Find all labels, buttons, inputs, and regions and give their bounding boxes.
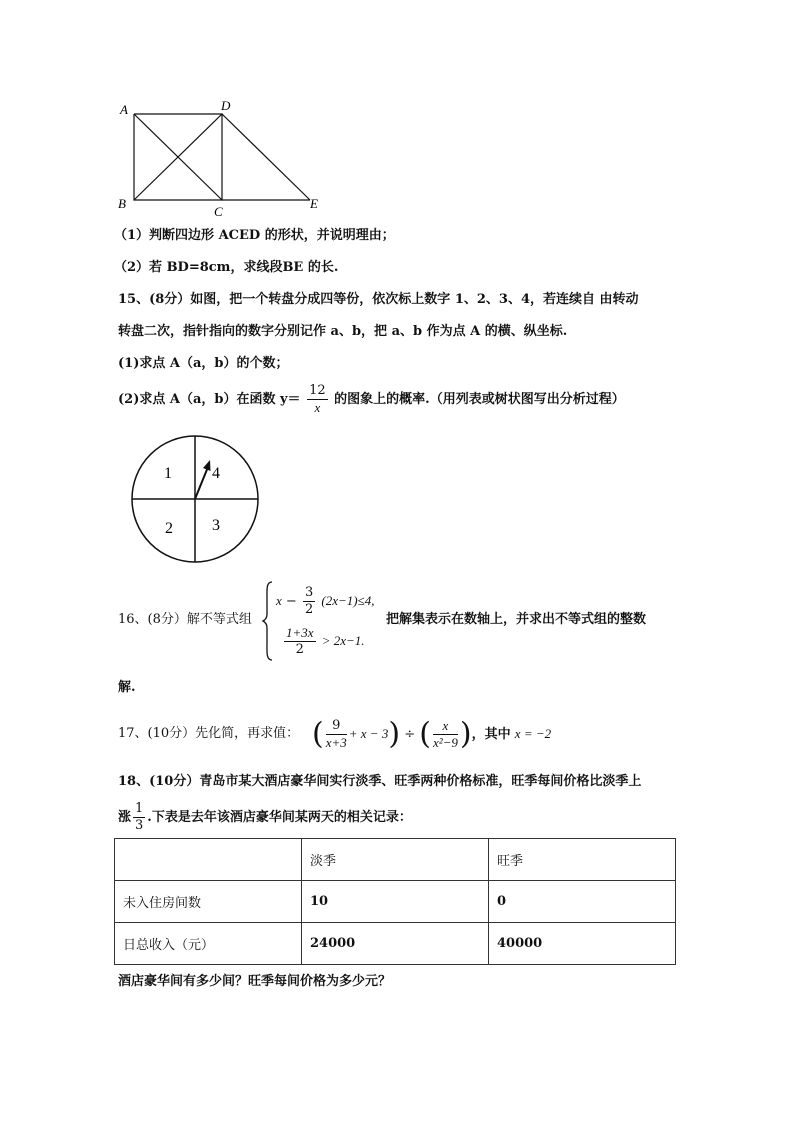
q16-ineq1-den: 2 xyxy=(304,602,314,617)
table-cell: 40000 xyxy=(489,923,676,965)
table-cell: 24000 xyxy=(302,923,489,965)
label-e: E xyxy=(310,196,318,211)
q15-frac-num: 12 xyxy=(309,383,326,398)
q16-ineq2-tail: > 2x−1. xyxy=(321,633,365,648)
q17-expression xyxy=(312,712,551,757)
q18-line2-suffix: .下表是去年该酒店豪华间某两天的相关记录： xyxy=(147,810,412,825)
arrow-head-icon xyxy=(203,460,211,471)
q14-part2: （2）若 BD=8cm，求线段BE 的长. xyxy=(114,260,339,275)
q15-fraction xyxy=(307,383,328,416)
right-paren-2: ) xyxy=(459,716,472,752)
table-cell: 日总收入（元） xyxy=(115,923,302,965)
q18-rise: 涨 xyxy=(118,810,132,825)
q16-ineq1-tail: (2x−1)≤4, xyxy=(321,593,375,608)
q17-suffix: ，其中 xyxy=(471,727,511,742)
q16-inequality-1 xyxy=(276,582,374,621)
record-table xyxy=(114,838,676,965)
spinner-sector-2: 2 xyxy=(165,520,173,537)
q15-part2-prefix: (2)求点 A（a，b）在函数 y＝ xyxy=(118,392,301,407)
q17-f1-den: x+3 xyxy=(325,735,347,750)
q16-ineq2-num: 1+3x xyxy=(286,625,314,640)
q15-part1: (1)求点 A（a，b）的个数； xyxy=(118,356,289,371)
table-row xyxy=(115,923,676,965)
q17-mid: + x − 3 xyxy=(348,726,389,741)
brace-icon xyxy=(262,580,274,662)
spinner-sector-3: 3 xyxy=(212,517,220,534)
label-a: A xyxy=(120,102,128,117)
q16-ineq1-minus: − xyxy=(285,594,297,609)
table-header-cell: 旺季 xyxy=(489,839,676,881)
q16-prefix: 16、(8分）解不等式组 xyxy=(118,612,252,627)
q15-line1: 15、(8分）如图，把一个转盘分成四等份，依次标上数字 1、2、3、4，若连续自 由转动 xyxy=(118,292,639,307)
q18-frac-den: 3 xyxy=(135,818,144,833)
q18-line2 xyxy=(118,798,412,838)
q18-line1: 18、(10分）青岛市某大酒店豪华间实行淡季、旺季两种价格标准，旺季每间价格比淡季上 xyxy=(118,774,642,789)
table-header-row xyxy=(115,839,676,881)
spinner-sector-4: 4 xyxy=(212,465,220,482)
segment-de xyxy=(222,114,310,200)
q16-ineq2-fraction xyxy=(284,625,316,658)
table-row xyxy=(115,881,676,923)
label-c: C xyxy=(214,204,223,219)
q17-f1-num: 9 xyxy=(326,718,347,735)
q17-prefix: 17、(10分）先化简，再求值： xyxy=(118,726,300,741)
q18-question: 酒店豪华间有多少间？旺季每间价格为多少元？ xyxy=(118,974,392,989)
spinner-sector-1: 1 xyxy=(164,465,172,482)
q16-ineq1-x: x xyxy=(276,593,282,608)
table-header-cell xyxy=(115,839,302,881)
table-cell: 0 xyxy=(489,881,676,923)
q17-divide: ÷ xyxy=(404,727,416,742)
spinner-pointer xyxy=(195,467,208,499)
spinner-figure xyxy=(128,433,263,565)
q17-fraction-2 xyxy=(433,718,458,751)
q17-condition: x = −2 xyxy=(514,726,552,741)
q18-fraction xyxy=(133,801,145,834)
right-paren-1: ) xyxy=(388,716,401,752)
table-cell: 未入住房间数 xyxy=(115,881,302,923)
q16-ineq2-den: 2 xyxy=(295,642,304,657)
left-paren-1: ( xyxy=(312,716,324,752)
q15-part2-suffix: 的图象上的概率.（用列表或树状图写出分析过程） xyxy=(334,392,625,407)
q18-frac-num: 1 xyxy=(135,801,144,816)
q14-part1: （1）判断四边形 ACED 的形状，并说明理由； xyxy=(114,228,395,243)
q17-f2-num: x xyxy=(433,718,458,735)
q16-suffix: 把解集表示在数轴上，并求出不等式组的整数 xyxy=(386,612,647,627)
label-b: B xyxy=(118,196,126,211)
left-paren-2: ( xyxy=(419,716,431,752)
q15-frac-den: x xyxy=(314,400,321,415)
q15-part2 xyxy=(118,380,625,420)
geometry-figure xyxy=(110,96,330,220)
q16-tail: 解. xyxy=(118,680,136,695)
q16-inequality-2 xyxy=(282,622,365,661)
label-d: D xyxy=(221,98,231,113)
q17-f2-den: x²−9 xyxy=(432,735,458,750)
q16-ineq1-fraction xyxy=(303,585,315,618)
table-cell: 10 xyxy=(302,881,489,923)
q16-ineq1-num: 3 xyxy=(304,585,314,600)
q17-fraction-1 xyxy=(326,718,347,751)
table-header-cell: 淡季 xyxy=(302,839,489,881)
q15-line2: 转盘二次，指针指向的数字分别记作 a、b，把 a、b 作为点 A 的横、纵坐标. xyxy=(118,324,568,339)
